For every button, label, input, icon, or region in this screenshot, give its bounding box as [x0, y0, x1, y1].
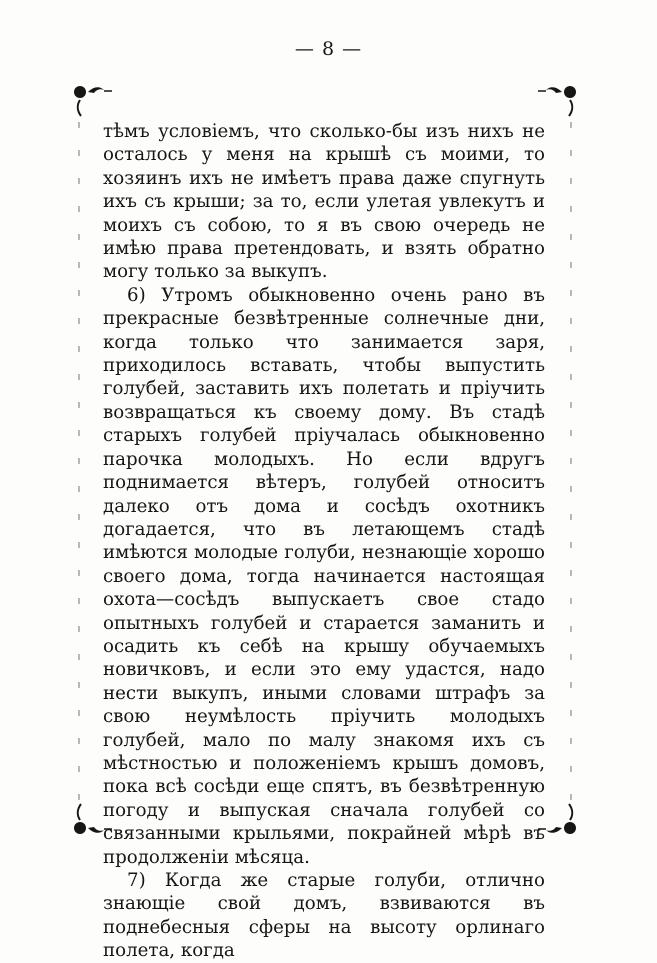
dotted-border-icon — [566, 122, 576, 802]
paragraph-continuation: тѣмъ условіемъ, что сколько-бы изъ нихъ не осталось у меня на крышѣ съ моими, то хозяинъ ихъ не имѣетъ права даже спугнуть ихъ съ крыши; за то, если улетая увлекутъ и моихъ съ собою, то я въ свою очередь не имѣю права претендовать, и взять обратно могу только за выкупъ. — [103, 121, 545, 283]
page-number: — 8 — — [294, 38, 363, 60]
paragraph-7: 7) Когда же старые голуби, отлично знающіе свой домъ, взвиваются въ поднебесныя сферы на высоту орлинаго полета, когда — [103, 870, 545, 962]
paragraph-6: 6) Утромъ обыкновенно очень рано въ прекрасные безвѣтренные солнечные дни, когда только что занимается заря, приходилось вставать, чтобы выпустить голубей, заставить ихъ полетать и пріучить возвращаться къ своему дому. Въ стадѣ старыхъ голубей пріучалась обыкновенно парочка молодыхъ. Но если вдругъ поднимается вѣтеръ, голубей относитъ далеко отъ дома и сосѣдъ охотникъ догадается, что въ летающемъ стадѣ имѣются молодые голуби, незнающіе хорошо своего дома, тогда начинается настоящая охота—сосѣдъ выпускаетъ свое стадо опытныхъ голубей и старается заманить и осадить къ себѣ на крышу обучаемыхъ новичковъ, и если это ему удастся, надо нести выкупъ, иными словами штрафъ за свою неумѣлость пріучить молодыхъ голубей, мало по малу знакомя ихъ съ мѣстностью и положеніемъ крышъ домовъ, пока всѣ сосѣди еще спятъ, въ безвѣтренную погоду и выпуская сначала голубей со связанными крыльями, покрайней мѣрѣ въ продолженіи мѣсяца. — [103, 284, 545, 868]
body-text — [103, 120, 545, 963]
dotted-border-icon — [74, 122, 84, 802]
